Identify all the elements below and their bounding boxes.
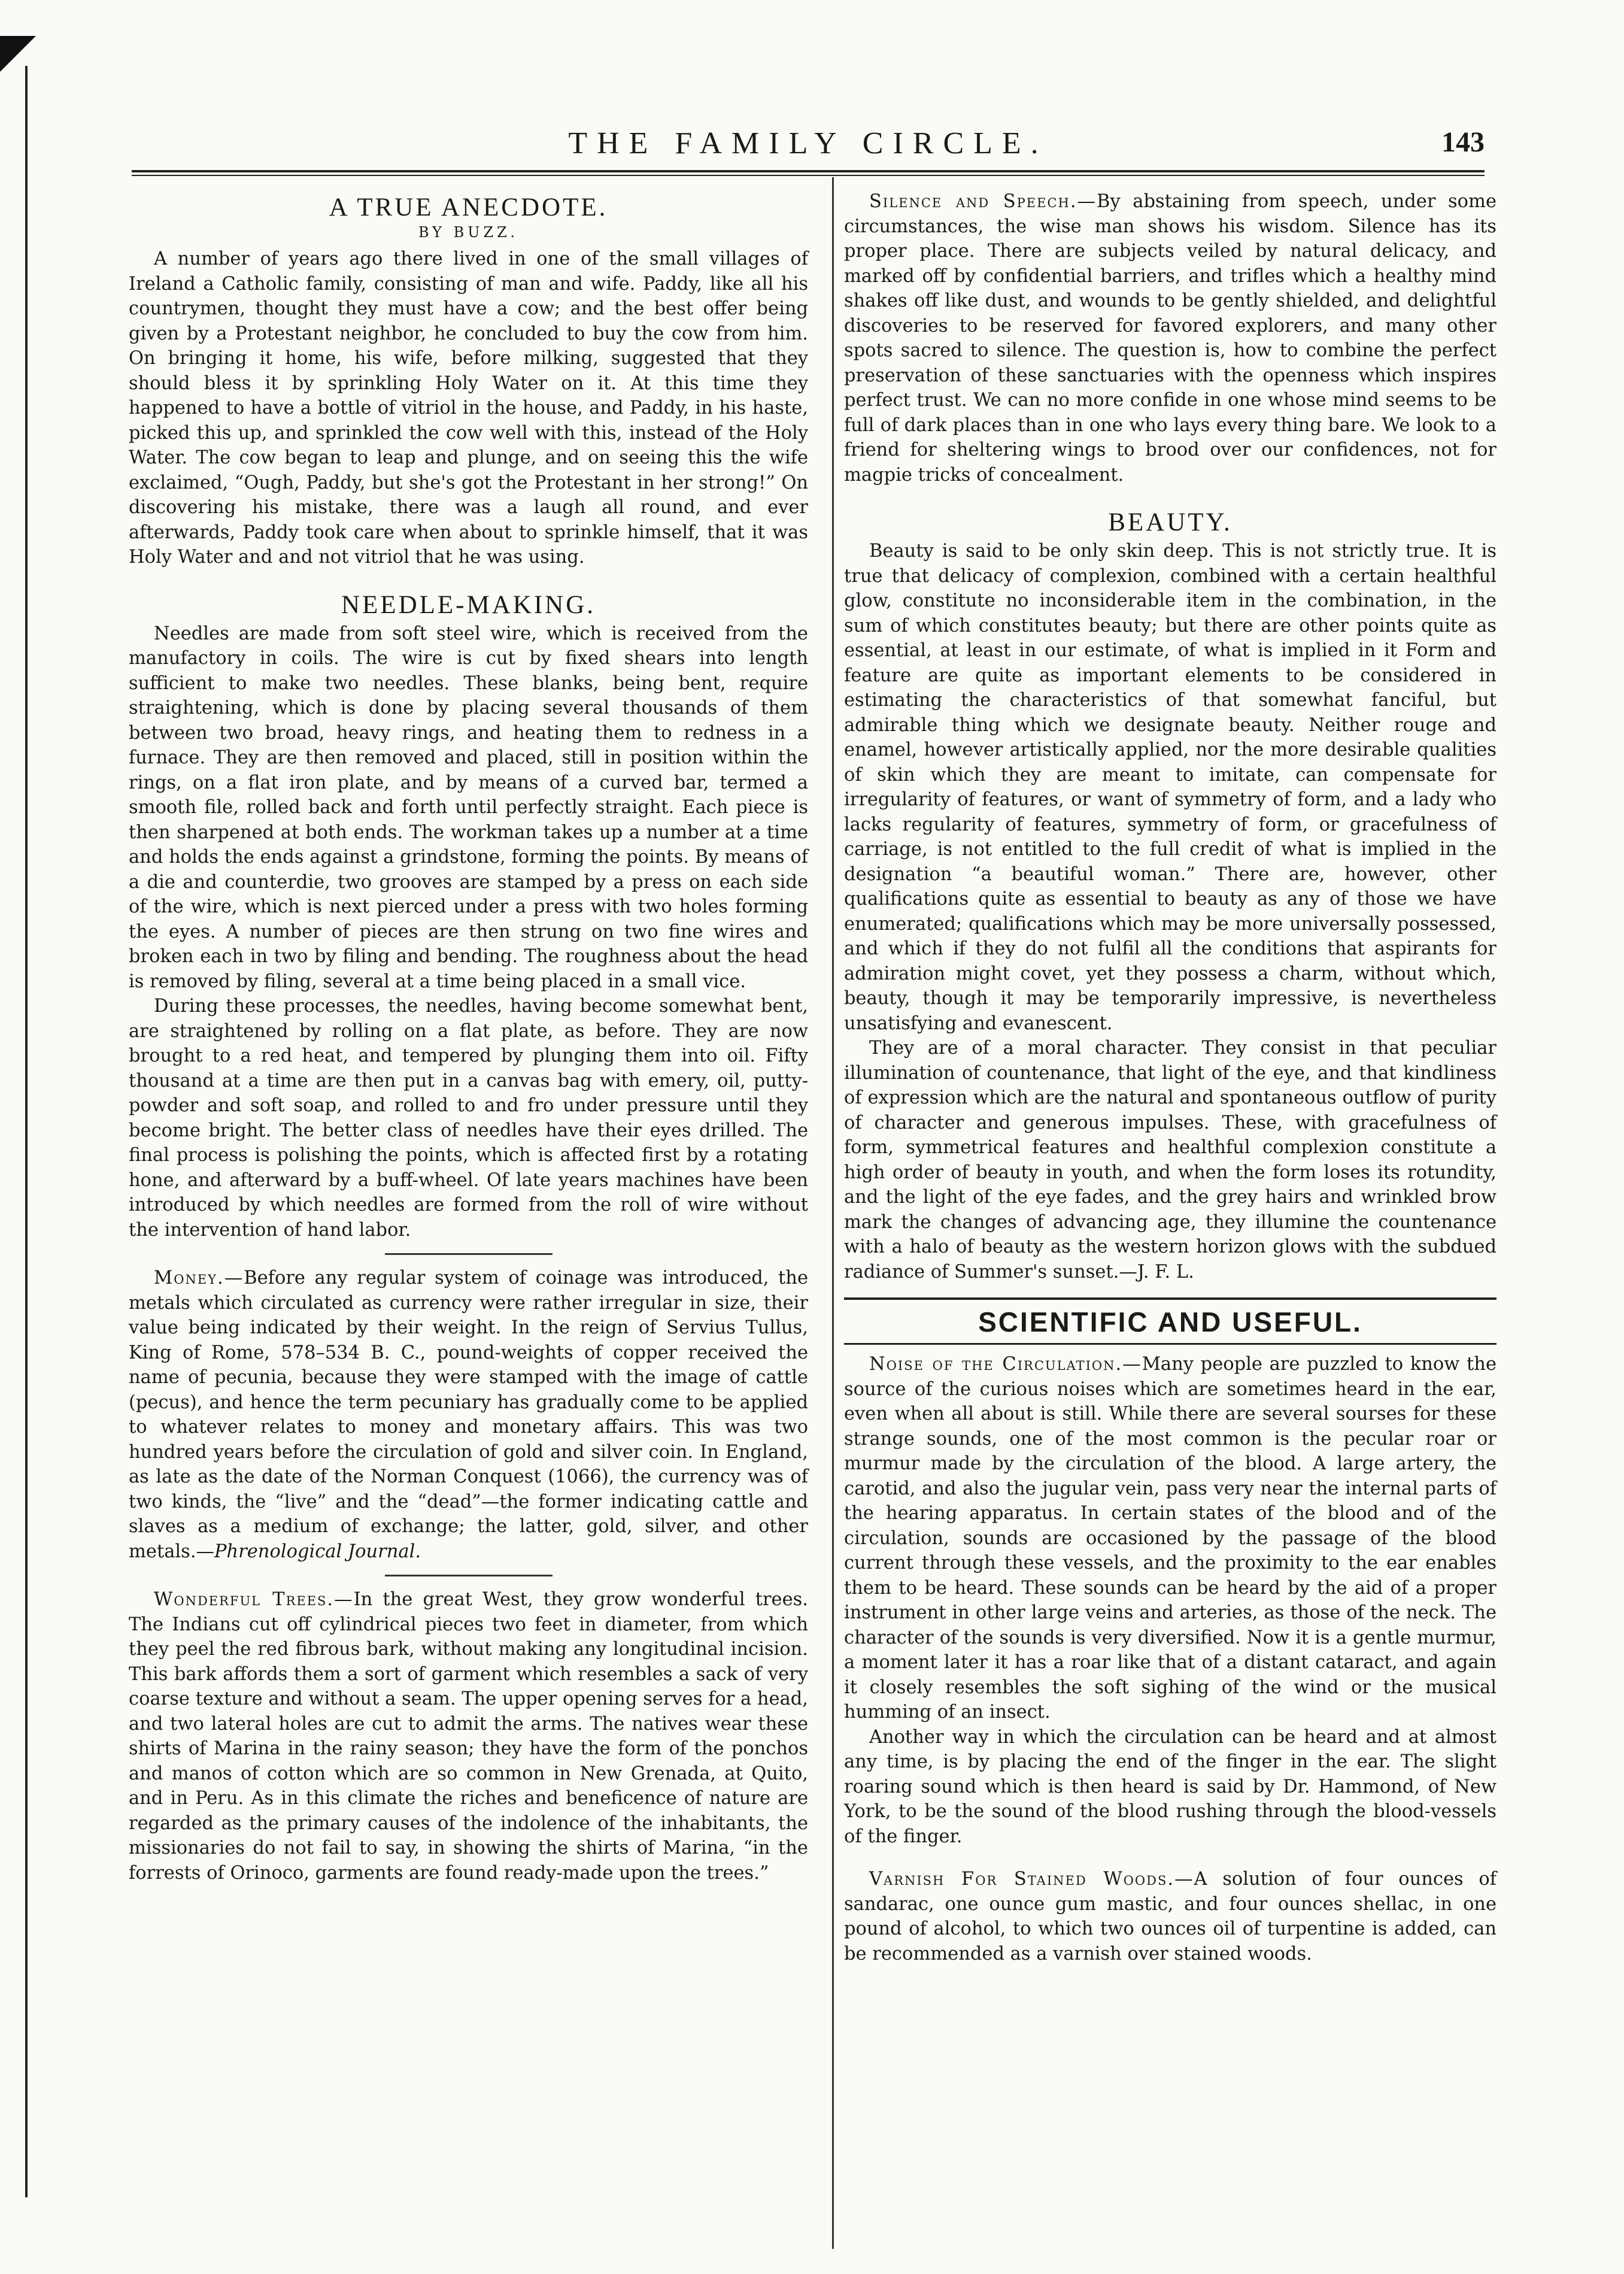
article-body bbox=[844, 189, 1496, 487]
run-in-heading: Silence and Speech.— bbox=[869, 191, 1097, 212]
paragraph-text: Many people are puzzled to know the source of the curious noises which are sometimes heard in the ear, even when all about is still. While there are several sourses for these strange sounds, one of the most common is the pecular roar or murmur made by the circulation of the blood. A large artery, the carotid, and also the jugular vein, pass very near the internal parts of the hearing apparatus. In certain states of the blood and of the circulation, sounds are occasioned by the passage of the blood current through these vessels, and the proximity to the ear enables them to be heard. These sounds can be heard by the aid of a proper instrument in other large veins and arteries, as those of the neck. The character of the sounds is very diversified. Now it is a gentle murmur, a moment later it has a roar like that of a distant cataract, and again it closely resembles the soft sighing of the wind or the musical humming of an insect. bbox=[844, 1354, 1496, 1723]
binding-line bbox=[25, 66, 28, 2197]
article-anecdote bbox=[129, 193, 808, 570]
running-title: THE FAMILY CIRCLE. bbox=[568, 126, 1048, 160]
paragraph-text: Before any regular system of coinage was introduced, the metals which circulated as currency were rather irregular in size, their value being indicated by their weight. In the reign of Servius Tullus, King of Rome, 578–534 B. C., pound-weights of copper received the name of pecunia, because they were stamped with the image of cattle (pecus), and hence the term pecuniary has gradually come to be applied to whatever relates to money and monetary affairs. This was two hundred years before the circulation of gold and silver coin. In England, as late as the date of the Norman Conquest (1066), the currency was of two kinds, the “live” and the “dead”—the former indicating cattle and slaves as a medium of exchange; the latter, gold, silver, and other metals.— bbox=[129, 1268, 808, 1562]
run-in-heading: Noise of the Circulation.— bbox=[869, 1354, 1142, 1375]
paragraph-text: A solution of four ounces of sandarac, one ounce gum mastic, and four ounces shellac, in one pound of alcohol, to which two ounces oil of turpentine is added, can be recommended as a varnish over stained woods. bbox=[844, 1869, 1496, 1964]
section-header bbox=[844, 1297, 1496, 1345]
article-body bbox=[129, 1266, 808, 1564]
page-number: 143 bbox=[1441, 126, 1485, 158]
section-title: SCIENTIFIC AND USEFUL. bbox=[978, 1306, 1362, 1338]
paragraph-text: In the great West, they grow wonderful trees. The Indians cut off cylindrical pieces two feet in diameter, from which they peel the red fibrous bark, without making any longitudinal incision. This bark affords them a sort of garment which resembles a sack of very coarse texture and without a seam. The upper opening serves for a head, and two lateral holes are cut to admit the arms. The natives wear these shirts of Marina in the rainy season; they have the form of the ponchos and manos of cotton which are so common in New Grenada, at Quito, and in Peru. As in this climate the riches and beneficence of nature are regarded as the primary causes of the indolence of the inhabitants, the missionaries do not fail to say, in showing the shirts of Marina, “in the forrests of Orinoco, garments are found ready-made upon the trees.” bbox=[129, 1589, 808, 1884]
article-body: Another way in which the circulation can be heard and at almost any time, is by placing the end of the finger in the ear. The slight roaring sound which is then heard is said by Dr. Hammond, of New York, to be the sound of the blood rushing through the blood-vessels of the finger. bbox=[844, 1726, 1496, 1847]
paragraph-text: By abstaining from speech, under some circumstances, the wise man shows his wisdom. Silence has its proper place. There are subjects veiled by natural delicacy, and marked off by confidential barriers, and trifles which a healthy mind shakes off like dust, and wounds to be gently shielded, and delightful discoveries to be reserved for favored explorers, and many other spots sacred to silence. The question is, how to combine the perfect preservation of these sanctuaries with the openness which inspires perfect trust. We can no more confide in one whose mind seems to be full of dark places than in one who lays every thing bare. We look to a friend for sheltering wings to brood over our confidences, not for magpie tricks of concealment. bbox=[844, 191, 1497, 486]
divider-rule bbox=[385, 1253, 553, 1255]
article-title: A TRUE ANECDOTE. bbox=[329, 193, 608, 222]
article-body: Needles are made from soft steel wire, which is received from the manufactory in coils. The wire is cut by fixed shears into length sufficient to make two needles. These blanks, being bent, require straightening, which is done by placing several thousands of them between two broad, heavy rings, and heating them to redness in a furnace. They are then removed and placed, still in position within the rings, on a flat iron plate, and by means of a curved bar, termed a smooth file, rolled back and forth until perfectly straight. Each piece is then sharpened at both ends. The workman takes up a number at a time and holds the ends against a grindstone, forming the points. By means of a die and counterdie, two grooves are stamped by a press on each side of the wire, which is next pierced under a press with two holes forming the eyes. A number of pieces are then strung on two fine wires and broken each in two by filing and bending. The roughness about the head is removed by filing, several at a time being placed in a small vice. bbox=[129, 623, 808, 992]
run-in-heading: Varnish For Stained Woods.— bbox=[869, 1869, 1194, 1890]
article-noise-of-circulation bbox=[844, 1352, 1496, 1849]
article-title: BEAUTY. bbox=[1108, 508, 1233, 536]
article-money bbox=[129, 1266, 808, 1564]
run-in-heading: Money.— bbox=[154, 1268, 244, 1288]
divider-rule bbox=[385, 1575, 553, 1576]
article-body: Beauty is said to be only skin deep. This is not strictly true. It is true that delicacy of complexion, combined with a certain healthful glow, constitute no inconsiderable item in the combination, in the sum of which constitutes beauty; but there are other points quite as essential, at least in our estimate, of what is implied in it Form and feature are quite as important elements to be considered in estimating the characteristics of that somewhat fanciful, but admirable thing which we designate beauty. Neither rouge and enamel, however artistically applied, nor the more desirable qualities of skin which they are meant to imitate, can compensate for irregularity of features, or want of symmetry of form, and a lady who lacks regularity of features, symmetry of form, or gracefulness of carriage, is not entitled to the full credit of what is implied in the designation “a beautiful woman.” There are, however, other qualifications quite as essential to beauty as any of those we have enumerated; qualifications which may be more universally possessed, and which if they do not fulfil all the conditions that aspirants for admiration might covet, yet they possess a charm, without which, beauty, though it may be temporarily impressive, is nevertheless unsatisfying and evanescent. bbox=[844, 541, 1496, 1034]
run-in-heading: Wonderful Trees.— bbox=[154, 1589, 354, 1610]
article-body bbox=[844, 1352, 1496, 1725]
article-body: A number of years ago there lived in one of the small villages of Ireland a Catholic family, consisting of man and wife. Paddy, like all his countrymen, thought they must have a cow; and the best offer being given by a Protestant neighbor, he concluded to buy the cow from him. On bringing it home, his wife, before milking, suggested that they should bless it by sprinkling Holy Water on it. At this time they happened to have a bottle of vitriol in the house, and Paddy, in his haste, picked this up, and sprinkled the cow well with this, instead of the Holy Water. The cow began to leap and plunge, and on seeing this the wife exclaimed, “Ough, Paddy, but she's got the Protestant in her strong!” On discovering his mistake, there was a laugh all round, and ever afterwards, Paddy took care when about to sprinkle himself, that it was Holy Water and and not vitriol that he was using. bbox=[129, 248, 808, 568]
header-rule bbox=[132, 170, 1485, 176]
page-header bbox=[132, 120, 1485, 168]
column-divider bbox=[832, 177, 834, 2249]
spacer bbox=[844, 1849, 1496, 1867]
byline: BY BUZZ. bbox=[418, 224, 519, 241]
source-citation: Phrenological Journal. bbox=[214, 1541, 421, 1562]
article-beauty bbox=[844, 508, 1496, 1284]
right-column bbox=[844, 180, 1496, 1966]
article-body: They are of a moral character. They consist in that peculiar illumination of countenance, that light of the eye, and that kindliness of expression which are the natural and spontaneous outflow of purity of character and generous impulses. These, with gracefulness of form, symmetrical features and healthful complexion constitute a high order of beauty in youth, and when the form loses its rotundity, and the light of the eye fades, and the grey hairs and wrinkled brow mark the changes of advancing age, they illumine the countenance with a halo of beauty as the western horizon glows with the subdued radiance of Summer's sunset.—J. F. L. bbox=[844, 1038, 1496, 1282]
article-body bbox=[129, 1587, 808, 1885]
article-wonderful-trees bbox=[129, 1587, 808, 1885]
left-column bbox=[129, 180, 808, 1885]
article-body: During these processes, the needles, having become somewhat bent, are straightened by rolling on a flat plate, as before. They are now brought to a red heat, and tempered by plunging them into oil. Fifty thousand at a time are then put in a canvas bag with emery, oil, putty-powder and soft soap, and rolled to and fro under pressure until they become bright. The better class of needles have their eyes drilled. The final process is polishing the points, which is affected first by a rotating hone, and afterward by a buff-wheel. Of late years machines have been introduced by which needles are formed from the roll of wire without the intervention of hand labor. bbox=[129, 996, 808, 1241]
article-varnish bbox=[844, 1867, 1496, 1966]
article-silence-and-speech bbox=[844, 189, 1496, 487]
binding-mark bbox=[0, 36, 36, 72]
article-needle-making bbox=[129, 590, 808, 1243]
article-title: NEEDLE-MAKING. bbox=[341, 590, 596, 619]
article-body bbox=[844, 1867, 1496, 1966]
